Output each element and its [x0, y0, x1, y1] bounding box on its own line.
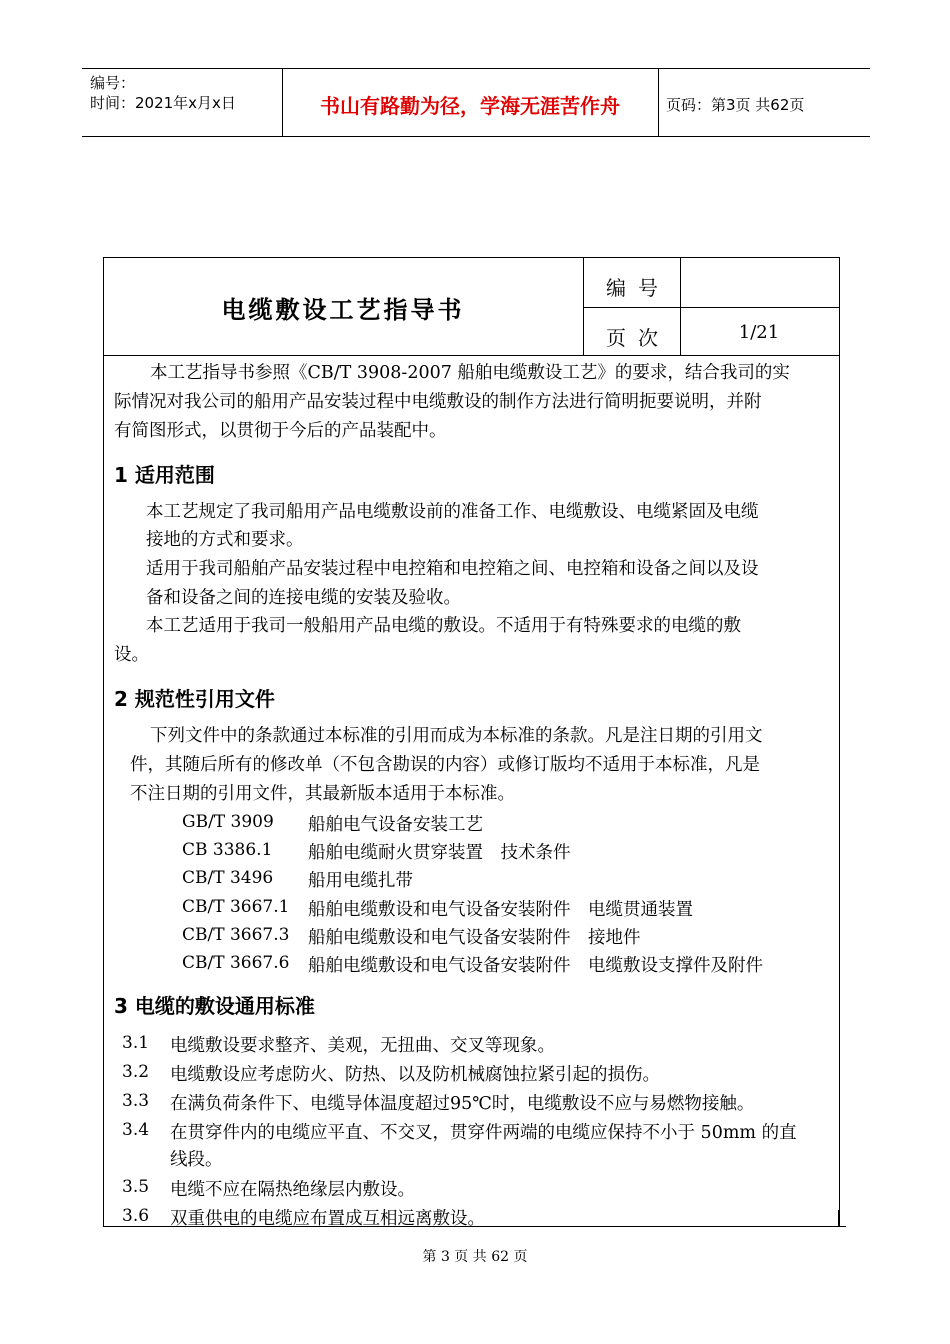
- document-frame-corner: [838, 1210, 839, 1226]
- page-footer: 第 3 页 共 62 页: [422, 1249, 528, 1265]
- section-1-line-5: 本工艺适用于我司一般船用产品电缆的敷设。不适用于有特殊要求的电缆的敷: [146, 616, 741, 636]
- section-2-line-2: 件，其随后所有的修改单（不包含勘误的内容）或修订版均不适用于本标准，凡是: [130, 755, 760, 775]
- header-top-rule: [82, 68, 870, 69]
- section-1-line-3: 适用于我司船舶产品安装过程中电控箱和电控箱之间、电控箱和设备之间以及设: [146, 559, 759, 579]
- std-text-5: 电缆不应在隔热绝缘层内敷设。: [170, 1180, 415, 1200]
- header-bottom-rule: [82, 136, 870, 137]
- ref-code-3: CB/T 3496: [182, 868, 274, 888]
- header-page-info: 页码：第3页 共62页: [666, 96, 805, 114]
- header-time-label: 时间：2021年x月x日: [90, 94, 236, 112]
- std-num-2: 3.2: [122, 1062, 150, 1082]
- ref-code-2: CB 3386.1: [182, 840, 273, 860]
- std-num-1: 3.1: [122, 1033, 150, 1053]
- section-2-heading: 2 规范性引用文件: [114, 687, 275, 711]
- intro-line-2: 际情况对我公司的船用产品安装过程中电缆敷设的制作方法进行简明扼要说明，并附: [114, 392, 762, 412]
- std-text-3: 在满负荷条件下、电缆导体温度超过95℃时，电缆敷设不应与易燃物接触。: [170, 1094, 755, 1114]
- ref-name-2: 船舶电缆耐火贯穿装置 技术条件: [308, 843, 571, 863]
- intro-line-1: 本工艺指导书参照《CB/T 3908-2007 船舶电缆敷设工艺》的要求，结合我司的实: [150, 363, 790, 383]
- header-divider-left: [282, 68, 283, 136]
- ref-name-3: 船用电缆扎带: [308, 871, 413, 891]
- header-number-label: 编号：: [90, 74, 136, 92]
- section-1-line-6: 设。: [114, 645, 149, 665]
- ref-code-6: CB/T 3667.6: [182, 953, 290, 973]
- section-2-line-3: 不注日期的引用文件，其最新版本适用于本标准。: [130, 784, 515, 804]
- page-value: 1/21: [738, 322, 780, 343]
- section-1-heading: 1 适用范围: [114, 463, 215, 487]
- section-1-line-2: 接地的方式和要求。: [146, 530, 304, 550]
- info-row-divider: [583, 307, 839, 308]
- std-num-6: 3.6: [122, 1206, 150, 1226]
- ref-code-1: GB/T 3909: [182, 812, 274, 832]
- section-2-line-1: 下列文件中的条款通过本标准的引用而成为本标准的条款。凡是注日期的引用文: [150, 726, 763, 746]
- document-title: 电缆敷设工艺指导书: [221, 295, 465, 324]
- std-text-2: 电缆敷设应考虑防火、防热、以及防机械腐蚀拉紧引起的损伤。: [170, 1065, 660, 1085]
- intro-line-3: 有简图形式，以贯彻于今后的产品装配中。: [114, 421, 447, 441]
- ref-name-4: 船舶电缆敷设和电气设备安装附件 电缆贯通装置: [308, 900, 693, 920]
- std-text-6: 双重供电的电缆应布置成互相远离敷设。: [170, 1209, 485, 1229]
- section-3-heading: 3 电缆的敷设通用标准: [114, 994, 315, 1018]
- section-1-line-1: 本工艺规定了我司船用产品电缆敷设前的准备工作、电缆敷设、电缆紧固及电缆: [146, 502, 759, 522]
- ref-name-6: 船舶电缆敷设和电气设备安装附件 电缆敷设支撑件及附件: [308, 956, 763, 976]
- header-divider-right: [658, 68, 659, 136]
- ref-name-1: 船舶电气设备安装工艺: [308, 815, 483, 835]
- ref-code-5: CB/T 3667.3: [182, 925, 290, 945]
- page-label: 页次: [606, 326, 670, 350]
- std-num-3: 3.3: [122, 1091, 150, 1111]
- section-1-line-4: 备和设备之间的连接电缆的安装及验收。: [146, 588, 461, 608]
- std-text-1: 电缆敷设要求整齐、美观，无扭曲、交叉等现象。: [170, 1036, 555, 1056]
- std-text-4: 在贯穿件内的电缆应平直、不交叉，贯穿件两端的电缆应保持不小于 50mm 的直: [170, 1123, 797, 1143]
- std-num-5: 3.5: [122, 1177, 150, 1197]
- code-label: 编号: [606, 276, 670, 300]
- ref-code-4: CB/T 3667.1: [182, 897, 290, 917]
- title-cell-divider: [583, 257, 584, 355]
- std-text-4-cont: 线段。: [170, 1150, 223, 1170]
- ref-name-5: 船舶电缆敷设和电气设备安装附件 接地件: [308, 928, 641, 948]
- header-motto: 书山有路勤为径，学海无涯苦作舟: [320, 94, 620, 118]
- std-num-4: 3.4: [122, 1120, 150, 1140]
